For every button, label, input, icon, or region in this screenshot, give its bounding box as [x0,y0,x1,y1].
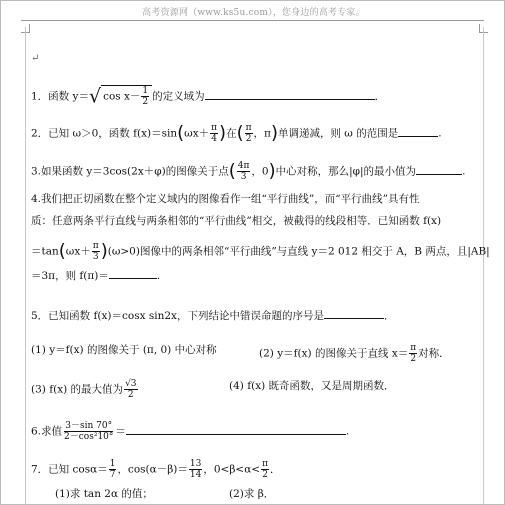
q1-text-after: 的定义域为 [152,90,205,103]
question-4-line-2: 质：任意两条平行直线与两条相邻的“平行曲线”相交，被截得的线段相等．已知函数 f(x) [31,215,442,227]
question-7 [31,459,281,480]
q2-text-in: 在 [226,127,237,140]
q2-end: . [438,127,442,140]
paren-icon: ( [228,160,236,182]
q6-frac-num: 3－sin 70° [65,421,113,431]
q7-end: ． [270,463,281,476]
q5-option-4: (4) f(x) 既奇函数，又是周期函数． [229,380,395,392]
q5-o2-frac-num: π [410,343,417,353]
paren-icon: ) [219,122,227,144]
q2-text: 2．已知 ω＞0，函数 f(x)＝sin [31,127,178,140]
q3-end: . [462,165,466,178]
q7-text: 7．已知 cosα＝ [31,463,108,476]
q5-option-1: (1) y＝f(x) 的图像关于 (π, 0) 中心对称 [31,344,217,356]
q1-answer-blank[interactable] [205,88,375,100]
q5-option-2-text: (2) y＝f(x) 的图像关于直线 x＝ [259,347,409,360]
paren-icon: ( [236,122,244,144]
q7-frac3-den: 2 [262,470,268,480]
paren-icon: ) [270,122,278,144]
q7-frac1-num: 1 [109,459,116,469]
q5-option-3-text: (3) f(x) 的最大值为 [31,383,124,396]
sqrt-icon: √ [88,85,102,108]
q7-fraction-3 [261,459,269,480]
q4-end: . [156,270,161,282]
q2-frac2-num: π [245,123,252,133]
q1-fraction [141,86,149,107]
question-4-line-1: 4.我们把正切函数在整个定义域内的图像看作一组“平行曲线”，而“平行曲线”具有性 [31,193,420,205]
q7-sub-1: (1)求 tan 2α 的值； [55,488,153,500]
q2-frac1-num: π [211,123,218,133]
q7-frac2-den: 14 [189,470,202,480]
q6-equals: ＝ [115,425,126,438]
q7-frac3-num: π [262,459,269,469]
q1-frac-den: 2 [142,97,149,107]
q3-frac-num: 4π [237,161,250,171]
q2-interval-end: ，π [253,127,271,140]
q6-end: . [345,425,350,438]
q6-answer-blank[interactable] [126,423,346,435]
q5-option-2 [259,343,450,364]
q2-fraction-1 [210,123,218,144]
q6-frac-den: 2－cos²10° [64,432,114,442]
q7-frac1-den: 7 [109,470,116,480]
q5-answer-blank[interactable] [324,307,384,319]
paren-icon: ( [58,240,66,262]
q3-text-after: 中心对称，那么|φ|的最小值为 [275,165,417,178]
q3-text: 3.如果函数 y＝3cos(2x＋φ)的图像关于点 [31,165,229,178]
q2-arg: ωx＋ [184,127,210,140]
q5-option-2-fraction [409,343,417,364]
q1-frac-num: 1 [142,86,149,96]
q5-o3-frac-den: 2 [127,390,134,400]
q4-text-last: ＝3π，则 f(π)＝ [31,270,109,282]
q5-text: 5．已知函数 f(x)＝cosx sin2x，下列结论中错误命题的序号是 [31,310,324,322]
q7-text-2: ，cos(α－β)＝ [117,463,188,476]
q4-answer-blank[interactable] [109,267,157,279]
q7-text-3: ，0<β<α< [203,463,261,476]
q4-text-after: (ω>0)图像中的两条相邻“平行曲线”与直线 y＝2 012 相交于 A，B 两点，且|AB| [107,245,490,258]
q2-frac1-den: 4 [211,134,217,144]
paren-icon: ( [177,122,185,144]
q6-fraction [63,421,114,442]
q5-o3-frac-num: √3 [125,379,137,389]
q2-answer-blank[interactable] [398,125,438,137]
q2-fraction-2 [245,123,253,144]
page-header: 高考资源网（www.ks5u.com），您身边的高考专家。 [142,8,365,18]
q5-option-2-end: 对称． [418,347,450,360]
q5-option-3-fraction [124,379,137,400]
question-3 [31,161,465,182]
question-5 [31,307,394,323]
q3-fraction [237,161,251,182]
q4-frac-den: 3 [92,252,99,262]
question-6 [31,421,349,442]
q1-text: 1．函数 y＝ [31,90,89,103]
q4-arg: ωx＋ [65,245,91,258]
question-2 [31,123,442,144]
q3-answer-blank[interactable] [416,163,462,175]
q3-point-y: ，0 [251,165,269,178]
q3-frac-den: 3 [240,172,247,182]
question-4-line-3 [31,241,490,262]
question-1 [31,85,385,107]
q4-text: ＝tan [31,245,59,258]
q5-option-3 [31,379,139,400]
q4-fraction [92,241,100,262]
q7-frac2-num: 13 [189,459,202,469]
paren-icon: ) [268,160,276,182]
q4-frac-num: π [92,241,99,251]
q5-end: ． [383,310,395,322]
q1-radicand [101,85,152,107]
q7-sub-2: (2)求 β． [229,488,275,500]
q2-text-after: 单调递减，则 ω 的范围是 [277,127,399,140]
q6-text: 6.求值 [31,425,63,438]
paragraph-mark: ↵ [31,53,40,64]
q1-radicand-text: cos x－ [103,90,141,103]
paren-icon: ) [100,240,108,262]
q1-end: ． [374,90,386,103]
q7-fraction-1 [109,459,117,480]
q2-frac2-den: 2 [245,134,252,144]
q7-fraction-2 [189,459,202,480]
question-4-line-4 [31,267,160,283]
q5-o2-frac-den: 2 [410,354,417,364]
header-rule [21,20,484,21]
